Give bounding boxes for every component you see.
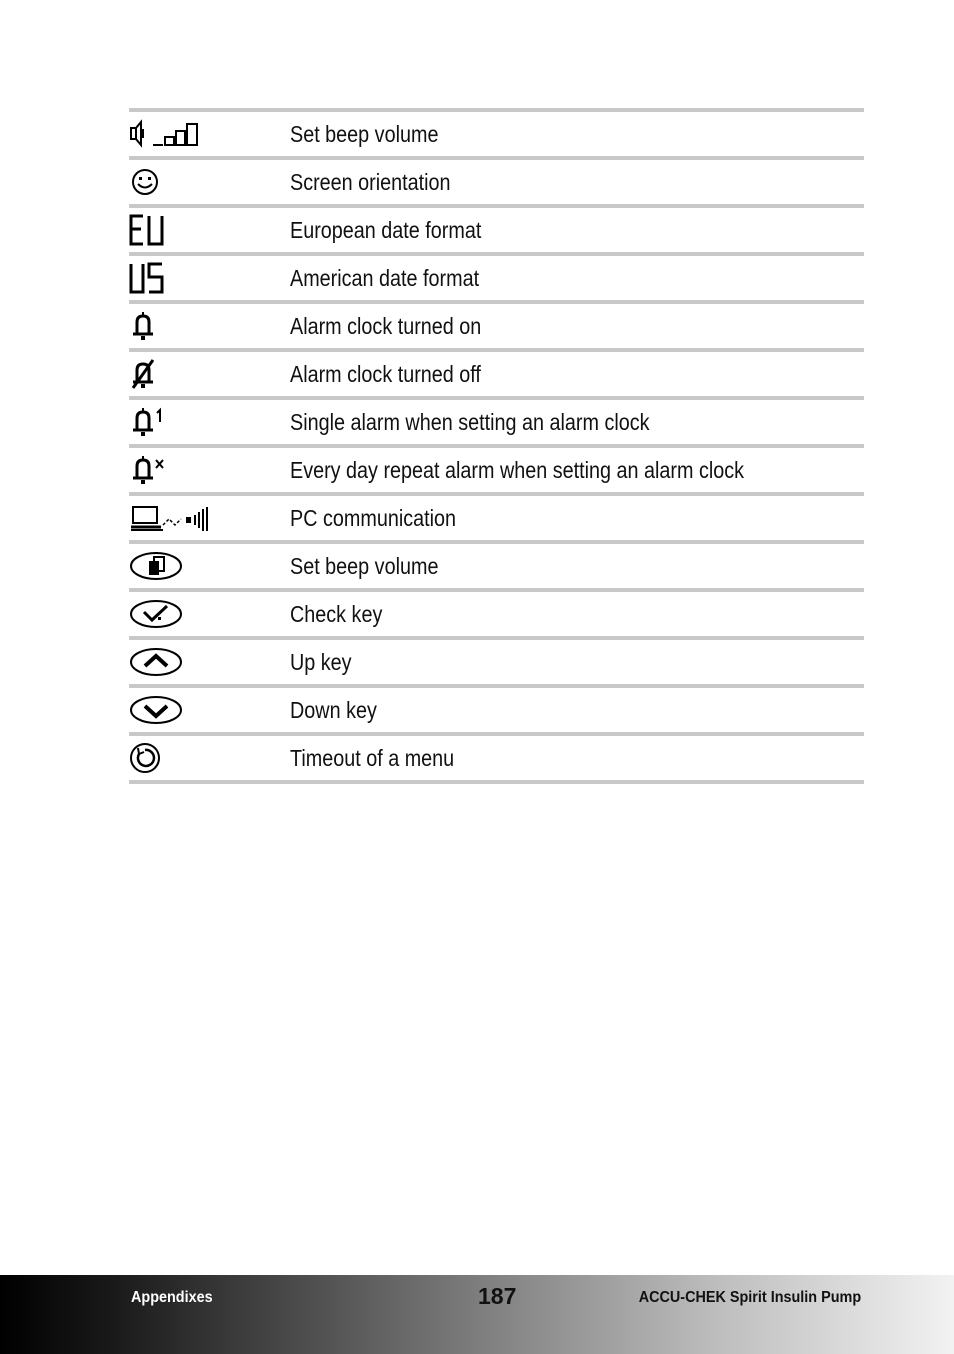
row-label: American date format xyxy=(290,265,480,291)
row-label: Check key xyxy=(290,601,383,627)
smiley-face-icon xyxy=(129,160,290,204)
table-row xyxy=(129,160,864,208)
timeout-icon xyxy=(129,736,290,780)
row-label: Single alarm when setting an alarm clock xyxy=(290,409,650,435)
up-key-icon xyxy=(129,640,290,684)
table-row xyxy=(129,448,864,496)
pc-communication-icon xyxy=(129,496,290,540)
footer-section: Appendixes xyxy=(131,1289,213,1306)
row-label: PC communication xyxy=(290,505,457,531)
row-label: Alarm clock turned on xyxy=(290,313,482,339)
row-label: Set beep volume xyxy=(290,553,439,579)
table-row xyxy=(129,736,864,784)
table-row xyxy=(129,544,864,592)
bell-off-icon xyxy=(129,352,290,396)
volume-levels-icon xyxy=(129,112,290,156)
page-footer xyxy=(0,1275,954,1354)
symbol-table xyxy=(129,108,864,784)
down-key-icon xyxy=(129,688,290,732)
row-label: Timeout of a menu xyxy=(290,745,455,771)
us-letters-icon xyxy=(129,256,290,300)
table-row xyxy=(129,352,864,400)
table-row xyxy=(129,304,864,352)
bell-single-icon xyxy=(129,400,290,444)
row-label: Screen orientation xyxy=(290,169,451,195)
table-row xyxy=(129,112,864,160)
table-row xyxy=(129,688,864,736)
table-row xyxy=(129,208,864,256)
page-number: 187 xyxy=(478,1283,517,1309)
row-label: Up key xyxy=(290,649,352,675)
eu-letters-icon xyxy=(129,208,290,252)
row-label: Set beep volume xyxy=(290,121,439,147)
table-row xyxy=(129,592,864,640)
check-key-icon xyxy=(129,592,290,636)
row-label: European date format xyxy=(290,217,482,243)
table-row xyxy=(129,256,864,304)
bell-icon xyxy=(129,304,290,348)
table-row xyxy=(129,400,864,448)
footer-product: ACCU-CHEK Spirit Insulin Pump xyxy=(638,1289,861,1306)
bell-repeat-icon xyxy=(129,448,290,492)
row-label: Alarm clock turned off xyxy=(290,361,481,387)
table-row xyxy=(129,640,864,688)
row-label: Every day repeat alarm when setting an alarm clock xyxy=(290,457,745,483)
table-row xyxy=(129,496,864,544)
menu-key-icon xyxy=(129,544,290,588)
row-label: Down key xyxy=(290,697,377,723)
